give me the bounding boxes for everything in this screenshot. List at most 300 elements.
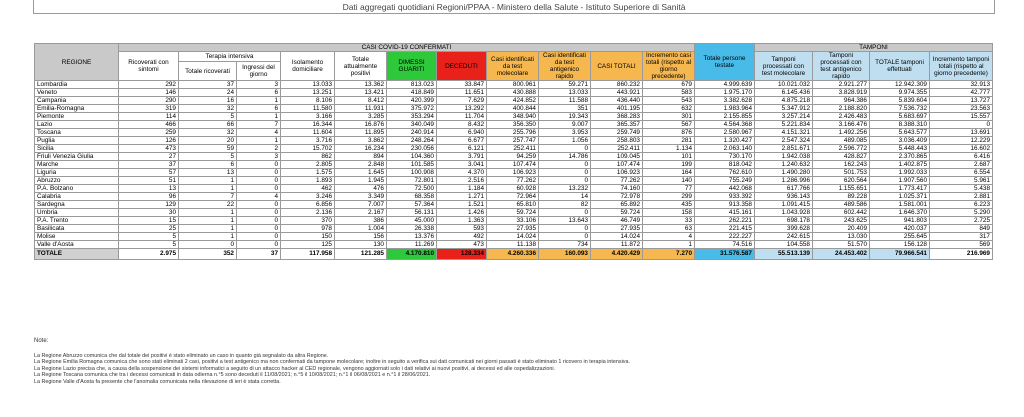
tamponi-mol-cell: 1.490.280 (755, 169, 813, 177)
casi-totali-cell: 401.195 (591, 105, 643, 113)
header-incremento-tamponi: Incremento tamponi totali (rispetto al giorno precedente) (930, 52, 993, 81)
casi-totali-cell: 106.923 (591, 169, 643, 177)
dimessi-cell: 57.364 (387, 201, 437, 209)
positivi-cell: 13.362 (335, 81, 387, 89)
ti-totale-cell: 7 (179, 193, 237, 201)
ti-ingressi-cell: 0 (237, 233, 281, 241)
persone-testate-cell: 4.999.639 (695, 81, 755, 89)
ti-ingressi-cell: 1 (237, 97, 281, 105)
isolamento-cell: 11.604 (281, 129, 335, 137)
table-row (35, 137, 993, 145)
tamponi-ant-cell: 1.492.256 (813, 129, 870, 137)
ti-ingressi-cell: 0 (237, 177, 281, 185)
incremento-tamponi-cell: 569 (930, 241, 993, 249)
tamponi-ant-cell: 13.030 (813, 233, 870, 241)
note-line: La Regione Toscana comunica che tra i decessi comunicati in data odierna n.°5 sono deceduti il 11/08/2021; n.°5 il 10/08/2021; n.°1 il 06/08/2021 e n.°1 il 28/06/2021. (34, 372, 431, 379)
total-persone-testate-cell: 31.576.587 (695, 249, 755, 260)
region-cell: Campania (35, 97, 119, 105)
tamponi-mol-cell: 399.628 (755, 225, 813, 233)
isolamento-cell: 150 (281, 233, 335, 241)
isolamento-cell: 462 (281, 185, 335, 193)
header-casi-confermati: CASI COVID-19 CONFERMATI (119, 44, 695, 52)
persone-testate-cell: 818.042 (695, 161, 755, 169)
tamponi-ant-cell: 964.386 (813, 97, 870, 105)
tamponi-tot-cell: 1.646.370 (870, 209, 930, 217)
casi-totali-cell: 436.440 (591, 97, 643, 105)
ti-ingressi-cell: 6 (237, 89, 281, 97)
isolamento-cell: 3.716 (281, 137, 335, 145)
isolamento-cell: 370 (281, 217, 335, 225)
deceduti-cell: 6.940 (437, 129, 487, 137)
positivi-cell: 11.931 (335, 105, 387, 113)
table-row (35, 241, 993, 249)
tamponi-ant-cell: 602.442 (813, 209, 870, 217)
tamponi-mol-cell: 936.143 (755, 193, 813, 201)
antigenico-cell: 82 (539, 201, 591, 209)
isolamento-cell: 6.856 (281, 201, 335, 209)
casi-totali-cell: 860.232 (591, 81, 643, 89)
total-dimessi-cell: 4.170.810 (387, 249, 437, 260)
tamponi-mol-cell: 617.766 (755, 185, 813, 193)
dimessi-cell: 353.294 (387, 113, 437, 121)
positivi-cell: 16.876 (335, 121, 387, 129)
persone-testate-cell: 933.392 (695, 193, 755, 201)
ricoverati-cell: 27 (119, 153, 179, 161)
dimessi-cell: 72.801 (387, 177, 437, 185)
tamponi-ant-cell: 501.753 (813, 169, 870, 177)
ti-ingressi-cell: 2 (237, 145, 281, 153)
tamponi-tot-cell: 1.402.875 (870, 161, 930, 169)
persone-testate-cell: 2.063.140 (695, 145, 755, 153)
ti-totale-cell: 16 (179, 97, 237, 105)
region-cell: Umbria (35, 209, 119, 217)
incremento-tamponi-cell: 0 (930, 121, 993, 129)
positivi-cell: 16.234 (335, 145, 387, 153)
antigenico-cell: 0 (539, 233, 591, 241)
region-cell: Marche (35, 161, 119, 169)
tamponi-ant-cell: 51.570 (813, 241, 870, 249)
table-row (35, 89, 993, 97)
antigenico-cell: 1.056 (539, 137, 591, 145)
persone-testate-cell: 1.320.427 (695, 137, 755, 145)
dimessi-cell: 104.360 (387, 153, 437, 161)
ti-totale-cell: 20 (179, 137, 237, 145)
ti-ingressi-cell: 0 (237, 161, 281, 169)
antigenico-cell: 11.588 (539, 97, 591, 105)
tamponi-mol-cell: 5.347.912 (755, 105, 813, 113)
ricoverati-cell: 146 (119, 89, 179, 97)
incremento-casi-cell: 281 (643, 137, 695, 145)
positivi-cell: 2.167 (335, 209, 387, 217)
casi-totali-cell: 74.160 (591, 185, 643, 193)
ti-totale-cell: 5 (179, 153, 237, 161)
ricoverati-cell: 129 (119, 201, 179, 209)
tamponi-ant-cell: 243.625 (813, 217, 870, 225)
incremento-casi-cell: 679 (643, 81, 695, 89)
incremento-tamponi-cell: 32.913 (930, 81, 993, 89)
deceduti-cell: 1.521 (437, 201, 487, 209)
ti-totale-cell: 32 (179, 105, 237, 113)
ricoverati-cell: 259 (119, 129, 179, 137)
region-cell: Molise (35, 233, 119, 241)
incremento-tamponi-cell: 849 (930, 225, 993, 233)
casi-totali-cell: 14.024 (591, 233, 643, 241)
incremento-casi-cell: 33 (643, 217, 695, 225)
persone-testate-cell: 1.983.964 (695, 105, 755, 113)
tamponi-ant-cell: 3.166.476 (813, 121, 870, 129)
total-antigenico-cell: 160.093 (539, 249, 591, 260)
tamponi-mol-cell: 1.043.928 (755, 209, 813, 217)
tamponi-mol-cell: 104.558 (755, 241, 813, 249)
deceduti-cell: 3.041 (437, 161, 487, 169)
molecolare-cell: 424.852 (487, 97, 539, 105)
ti-totale-cell: 6 (179, 161, 237, 169)
header-tamponi: TAMPONI (755, 44, 993, 52)
ricoverati-cell: 13 (119, 185, 179, 193)
molecolare-cell: 59.724 (487, 209, 539, 217)
deceduti-cell: 473 (437, 241, 487, 249)
incremento-tamponi-cell: 5.290 (930, 209, 993, 217)
molecolare-cell: 430.888 (487, 89, 539, 97)
notes-section (34, 338, 994, 386)
molecolare-cell: 400.844 (487, 105, 539, 113)
antigenico-cell: 0 (539, 145, 591, 153)
incremento-tamponi-cell: 42.777 (930, 89, 993, 97)
casi-totali-cell: 109.045 (591, 153, 643, 161)
total-ti-totale-cell: 352 (179, 249, 237, 260)
deceduti-cell: 33.847 (437, 81, 487, 89)
header-tamponi-antigenico: Tamponi processati con test antigenico rapido (813, 52, 870, 81)
positivi-cell: 156 (335, 233, 387, 241)
header-persone-testate: Totale persone testate (695, 44, 755, 81)
table-row (35, 113, 993, 121)
incremento-tamponi-cell: 5.438 (930, 185, 993, 193)
isolamento-cell: 1.893 (281, 177, 335, 185)
positivi-cell: 2.848 (335, 161, 387, 169)
molecolare-cell: 257.747 (487, 137, 539, 145)
dimessi-cell: 56.131 (387, 209, 437, 217)
total-incremento-tamponi-cell: 216.969 (930, 249, 993, 260)
ricoverati-cell: 96 (119, 193, 179, 201)
deceduti-cell: 7.629 (437, 97, 487, 105)
total-ricoverati-cell: 2.975 (119, 249, 179, 260)
tamponi-ant-cell: 489.085 (813, 137, 870, 145)
total-isolamento-cell: 117.958 (281, 249, 335, 260)
dimessi-cell: 248.264 (387, 137, 437, 145)
header-tamponi-molecolare: Tamponi processati con test molecolare (755, 52, 813, 81)
positivi-cell: 1.645 (335, 169, 387, 177)
casi-totali-cell: 46.749 (591, 217, 643, 225)
ricoverati-cell: 466 (119, 121, 179, 129)
ricoverati-cell: 114 (119, 113, 179, 121)
deceduti-cell: 11.704 (437, 113, 487, 121)
dimessi-cell: 813.023 (387, 81, 437, 89)
table-row (35, 233, 993, 241)
region-cell: Piemonte (35, 113, 119, 121)
dimessi-cell: 240.914 (387, 129, 437, 137)
molecolare-cell: 94.259 (487, 153, 539, 161)
region-cell: Friuli Venezia Giulia (35, 153, 119, 161)
table-row (35, 185, 993, 193)
region-cell: Sicilia (35, 145, 119, 153)
ti-totale-cell: 66 (179, 121, 237, 129)
region-cell: Emilia-Romagna (35, 105, 119, 113)
ti-totale-cell: 1 (179, 177, 237, 185)
dimessi-cell: 11.269 (387, 241, 437, 249)
dimessi-cell: 68.358 (387, 193, 437, 201)
tamponi-tot-cell: 156.128 (870, 241, 930, 249)
header-incremento-casi: Incremento casi totali (rispetto al giorno precedente) (643, 52, 695, 81)
tamponi-mol-cell: 4.875.218 (755, 97, 813, 105)
title-box (33, 0, 995, 14)
deceduti-cell: 11.651 (437, 89, 487, 97)
ricoverati-cell: 15 (119, 217, 179, 225)
positivi-cell: 3.349 (335, 193, 387, 201)
deceduti-cell: 1.426 (437, 209, 487, 217)
incremento-tamponi-cell: 317 (930, 233, 993, 241)
ti-totale-cell: 1 (179, 217, 237, 225)
tamponi-ant-cell: 2.596.772 (813, 145, 870, 153)
table-row (35, 217, 993, 225)
incremento-tamponi-cell: 6.554 (930, 169, 993, 177)
molecolare-cell: 72.964 (487, 193, 539, 201)
casi-totali-cell: 72.978 (591, 193, 643, 201)
incremento-tamponi-cell: 6.223 (930, 201, 993, 209)
tamponi-ant-cell: 2.426.483 (813, 113, 870, 121)
header-molecolare: Casi identificati da test molecolare (487, 52, 539, 81)
ti-ingressi-cell: 0 (237, 241, 281, 249)
isolamento-cell: 862 (281, 153, 335, 161)
dimessi-cell: 101.585 (387, 161, 437, 169)
table-row (35, 145, 993, 153)
tamponi-tot-cell: 8.388.310 (870, 121, 930, 129)
table-row (35, 169, 993, 177)
region-cell: Calabria (35, 193, 119, 201)
tamponi-ant-cell: 3.828.919 (813, 89, 870, 97)
header-casi-totali: CASI TOTALI (591, 52, 643, 81)
ti-totale-cell: 1 (179, 225, 237, 233)
casi-totali-cell: 65.892 (591, 201, 643, 209)
region-cell: Liguria (35, 169, 119, 177)
isolamento-cell: 3.166 (281, 113, 335, 121)
molecolare-cell: 252.411 (487, 145, 539, 153)
ti-totale-cell: 1 (179, 233, 237, 241)
deceduti-cell: 2.516 (437, 177, 487, 185)
ricoverati-cell: 51 (119, 177, 179, 185)
ricoverati-cell: 57 (119, 169, 179, 177)
table-row (35, 225, 993, 233)
dimessi-cell: 340.049 (387, 121, 437, 129)
antigenico-cell: 734 (539, 241, 591, 249)
total-deceduti-cell: 128.334 (437, 249, 487, 260)
covid-data-table (34, 43, 993, 260)
tamponi-ant-cell: 1.155.651 (813, 185, 870, 193)
molecolare-cell: 65.810 (487, 201, 539, 209)
persone-testate-cell: 415.161 (695, 209, 755, 217)
molecolare-cell: 348.940 (487, 113, 539, 121)
incremento-tamponi-cell: 16.602 (930, 145, 993, 153)
region-cell: Lombardia (35, 81, 119, 89)
dimessi-cell: 45.000 (387, 217, 437, 225)
incremento-casi-cell: 101 (643, 153, 695, 161)
incremento-casi-cell: 543 (643, 97, 695, 105)
casi-totali-cell: 365.357 (591, 121, 643, 129)
antigenico-cell: 9.007 (539, 121, 591, 129)
dimessi-cell: 420.399 (387, 97, 437, 105)
positivi-cell: 130 (335, 241, 387, 249)
incremento-tamponi-cell: 6.416 (930, 153, 993, 161)
tamponi-mol-cell: 1.240.632 (755, 161, 813, 169)
casi-totali-cell: 77.262 (591, 177, 643, 185)
header-terapia-intensiva: Terapia intensiva (179, 52, 281, 62)
positivi-cell: 13.421 (335, 89, 387, 97)
tamponi-tot-cell: 1.992.033 (870, 169, 930, 177)
ti-ingressi-cell: 4 (237, 129, 281, 137)
positivi-cell: 3.285 (335, 113, 387, 121)
antigenico-cell: 0 (539, 169, 591, 177)
tamponi-tot-cell: 5.643.577 (870, 129, 930, 137)
tamponi-mol-cell: 1.942.038 (755, 153, 813, 161)
region-cell: Toscana (35, 129, 119, 137)
table-row (35, 105, 993, 113)
molecolare-cell: 11.138 (487, 241, 539, 249)
ricoverati-cell: 30 (119, 209, 179, 217)
dimessi-cell: 13.376 (387, 233, 437, 241)
molecolare-cell: 14.024 (487, 233, 539, 241)
isolamento-cell: 16.344 (281, 121, 335, 129)
isolamento-cell: 125 (281, 241, 335, 249)
casi-totali-cell: 252.411 (591, 145, 643, 153)
tamponi-ant-cell: 20.409 (813, 225, 870, 233)
molecolare-cell: 77.262 (487, 177, 539, 185)
tamponi-mol-cell: 6.145.436 (755, 89, 813, 97)
antigenico-cell: 0 (539, 209, 591, 217)
ti-ingressi-cell: 0 (237, 201, 281, 209)
header-ricoverati: Ricoverati con sintomi (119, 52, 179, 81)
persone-testate-cell: 262.221 (695, 217, 755, 225)
antigenico-cell: 13.232 (539, 185, 591, 193)
region-cell: P.A. Bolzano (35, 185, 119, 193)
isolamento-cell: 8.106 (281, 97, 335, 105)
ti-ingressi-cell: 0 (237, 217, 281, 225)
molecolare-cell: 356.350 (487, 121, 539, 129)
antigenico-cell: 13.643 (539, 217, 591, 225)
positivi-cell: 11.895 (335, 129, 387, 137)
header-dimessi: DIMESSI GUARITI (387, 52, 437, 81)
persone-testate-cell: 74.516 (695, 241, 755, 249)
table-row (35, 161, 993, 169)
total-positivi-cell: 121.285 (335, 249, 387, 260)
total-row (35, 249, 993, 260)
region-cell: Veneto (35, 89, 119, 97)
incremento-casi-cell: 876 (643, 129, 695, 137)
antigenico-cell: 19.343 (539, 113, 591, 121)
ti-ingressi-cell: 0 (237, 169, 281, 177)
deceduti-cell: 492 (437, 233, 487, 241)
antigenico-cell: 0 (539, 161, 591, 169)
ti-totale-cell: 32 (179, 129, 237, 137)
positivi-cell: 7.007 (335, 201, 387, 209)
tamponi-mol-cell: 5.221.834 (755, 121, 813, 129)
incremento-casi-cell: 164 (643, 169, 695, 177)
dimessi-cell: 26.338 (387, 225, 437, 233)
tamponi-mol-cell: 3.257.214 (755, 113, 813, 121)
header-ti-ingressi: Ingressi del giorno (237, 62, 281, 81)
ti-totale-cell: 1 (179, 209, 237, 217)
ti-ingressi-cell: 0 (237, 225, 281, 233)
ricoverati-cell: 126 (119, 137, 179, 145)
positivi-cell: 8.412 (335, 97, 387, 105)
ti-ingressi-cell: 3 (237, 81, 281, 89)
dimessi-cell: 100.908 (387, 169, 437, 177)
incremento-casi-cell: 140 (643, 177, 695, 185)
tamponi-mol-cell: 4.151.321 (755, 129, 813, 137)
antigenico-cell: 14 (539, 193, 591, 201)
deceduti-cell: 6.677 (437, 137, 487, 145)
molecolare-cell: 33.106 (487, 217, 539, 225)
isolamento-cell: 1.575 (281, 169, 335, 177)
tamponi-tot-cell: 9.974.355 (870, 89, 930, 97)
tamponi-ant-cell: 89.228 (813, 193, 870, 201)
ricoverati-cell: 37 (119, 161, 179, 169)
incremento-tamponi-cell: 15.557 (930, 113, 993, 121)
note-line: La Regione Valle d'Aosta fa presente che l'anomalia comunicata nella rilevazione di ieri è stata corretta. (34, 378, 281, 385)
incremento-tamponi-cell: 23.563 (930, 105, 993, 113)
positivi-cell: 894 (335, 153, 387, 161)
tamponi-tot-cell: 2.370.865 (870, 153, 930, 161)
casi-totali-cell: 59.724 (591, 209, 643, 217)
total-casi-totali-cell: 4.420.429 (591, 249, 643, 260)
tamponi-tot-cell: 255.645 (870, 233, 930, 241)
tamponi-ant-cell: 428.827 (813, 153, 870, 161)
tamponi-tot-cell: 420.037 (870, 225, 930, 233)
incremento-casi-cell: 77 (643, 185, 695, 193)
ricoverati-cell: 473 (119, 145, 179, 153)
region-cell: Valle d'Aosta (35, 241, 119, 249)
ricoverati-cell: 5 (119, 241, 179, 249)
incremento-casi-cell: 299 (643, 193, 695, 201)
ti-ingressi-cell: 6 (237, 105, 281, 113)
ti-ingressi-cell: 1 (237, 113, 281, 121)
header-tamponi-totale: TOTALE tamponi effettuati (870, 52, 930, 81)
ti-totale-cell: 13 (179, 169, 237, 177)
total-incremento-casi-cell: 7.270 (643, 249, 695, 260)
molecolare-cell: 800.961 (487, 81, 539, 89)
ricoverati-cell: 319 (119, 105, 179, 113)
persone-testate-cell: 730.170 (695, 153, 755, 161)
ti-totale-cell: 24 (179, 89, 237, 97)
ti-totale-cell: 22 (179, 201, 237, 209)
incremento-casi-cell: 567 (643, 121, 695, 129)
deceduti-cell: 4.370 (437, 169, 487, 177)
positivi-cell: 3.862 (335, 137, 387, 145)
isolamento-cell: 13.033 (281, 81, 335, 89)
ricoverati-cell: 292 (119, 81, 179, 89)
incremento-tamponi-cell: 2.687 (930, 161, 993, 169)
total-tamponi-ant-cell: 24.453.402 (813, 249, 870, 260)
casi-totali-cell: 259.749 (591, 129, 643, 137)
persone-testate-cell: 762.610 (695, 169, 755, 177)
region-cell: P.A. Trento (35, 217, 119, 225)
table-row (35, 193, 993, 201)
tamponi-mol-cell: 1.286.996 (755, 177, 813, 185)
tamponi-mol-cell: 242.615 (755, 233, 813, 241)
deceduti-cell: 1.271 (437, 193, 487, 201)
positivi-cell: 1.945 (335, 177, 387, 185)
tamponi-mol-cell: 1.091.415 (755, 201, 813, 209)
total-molecolare-cell: 4.260.336 (487, 249, 539, 260)
casi-totali-cell: 258.803 (591, 137, 643, 145)
